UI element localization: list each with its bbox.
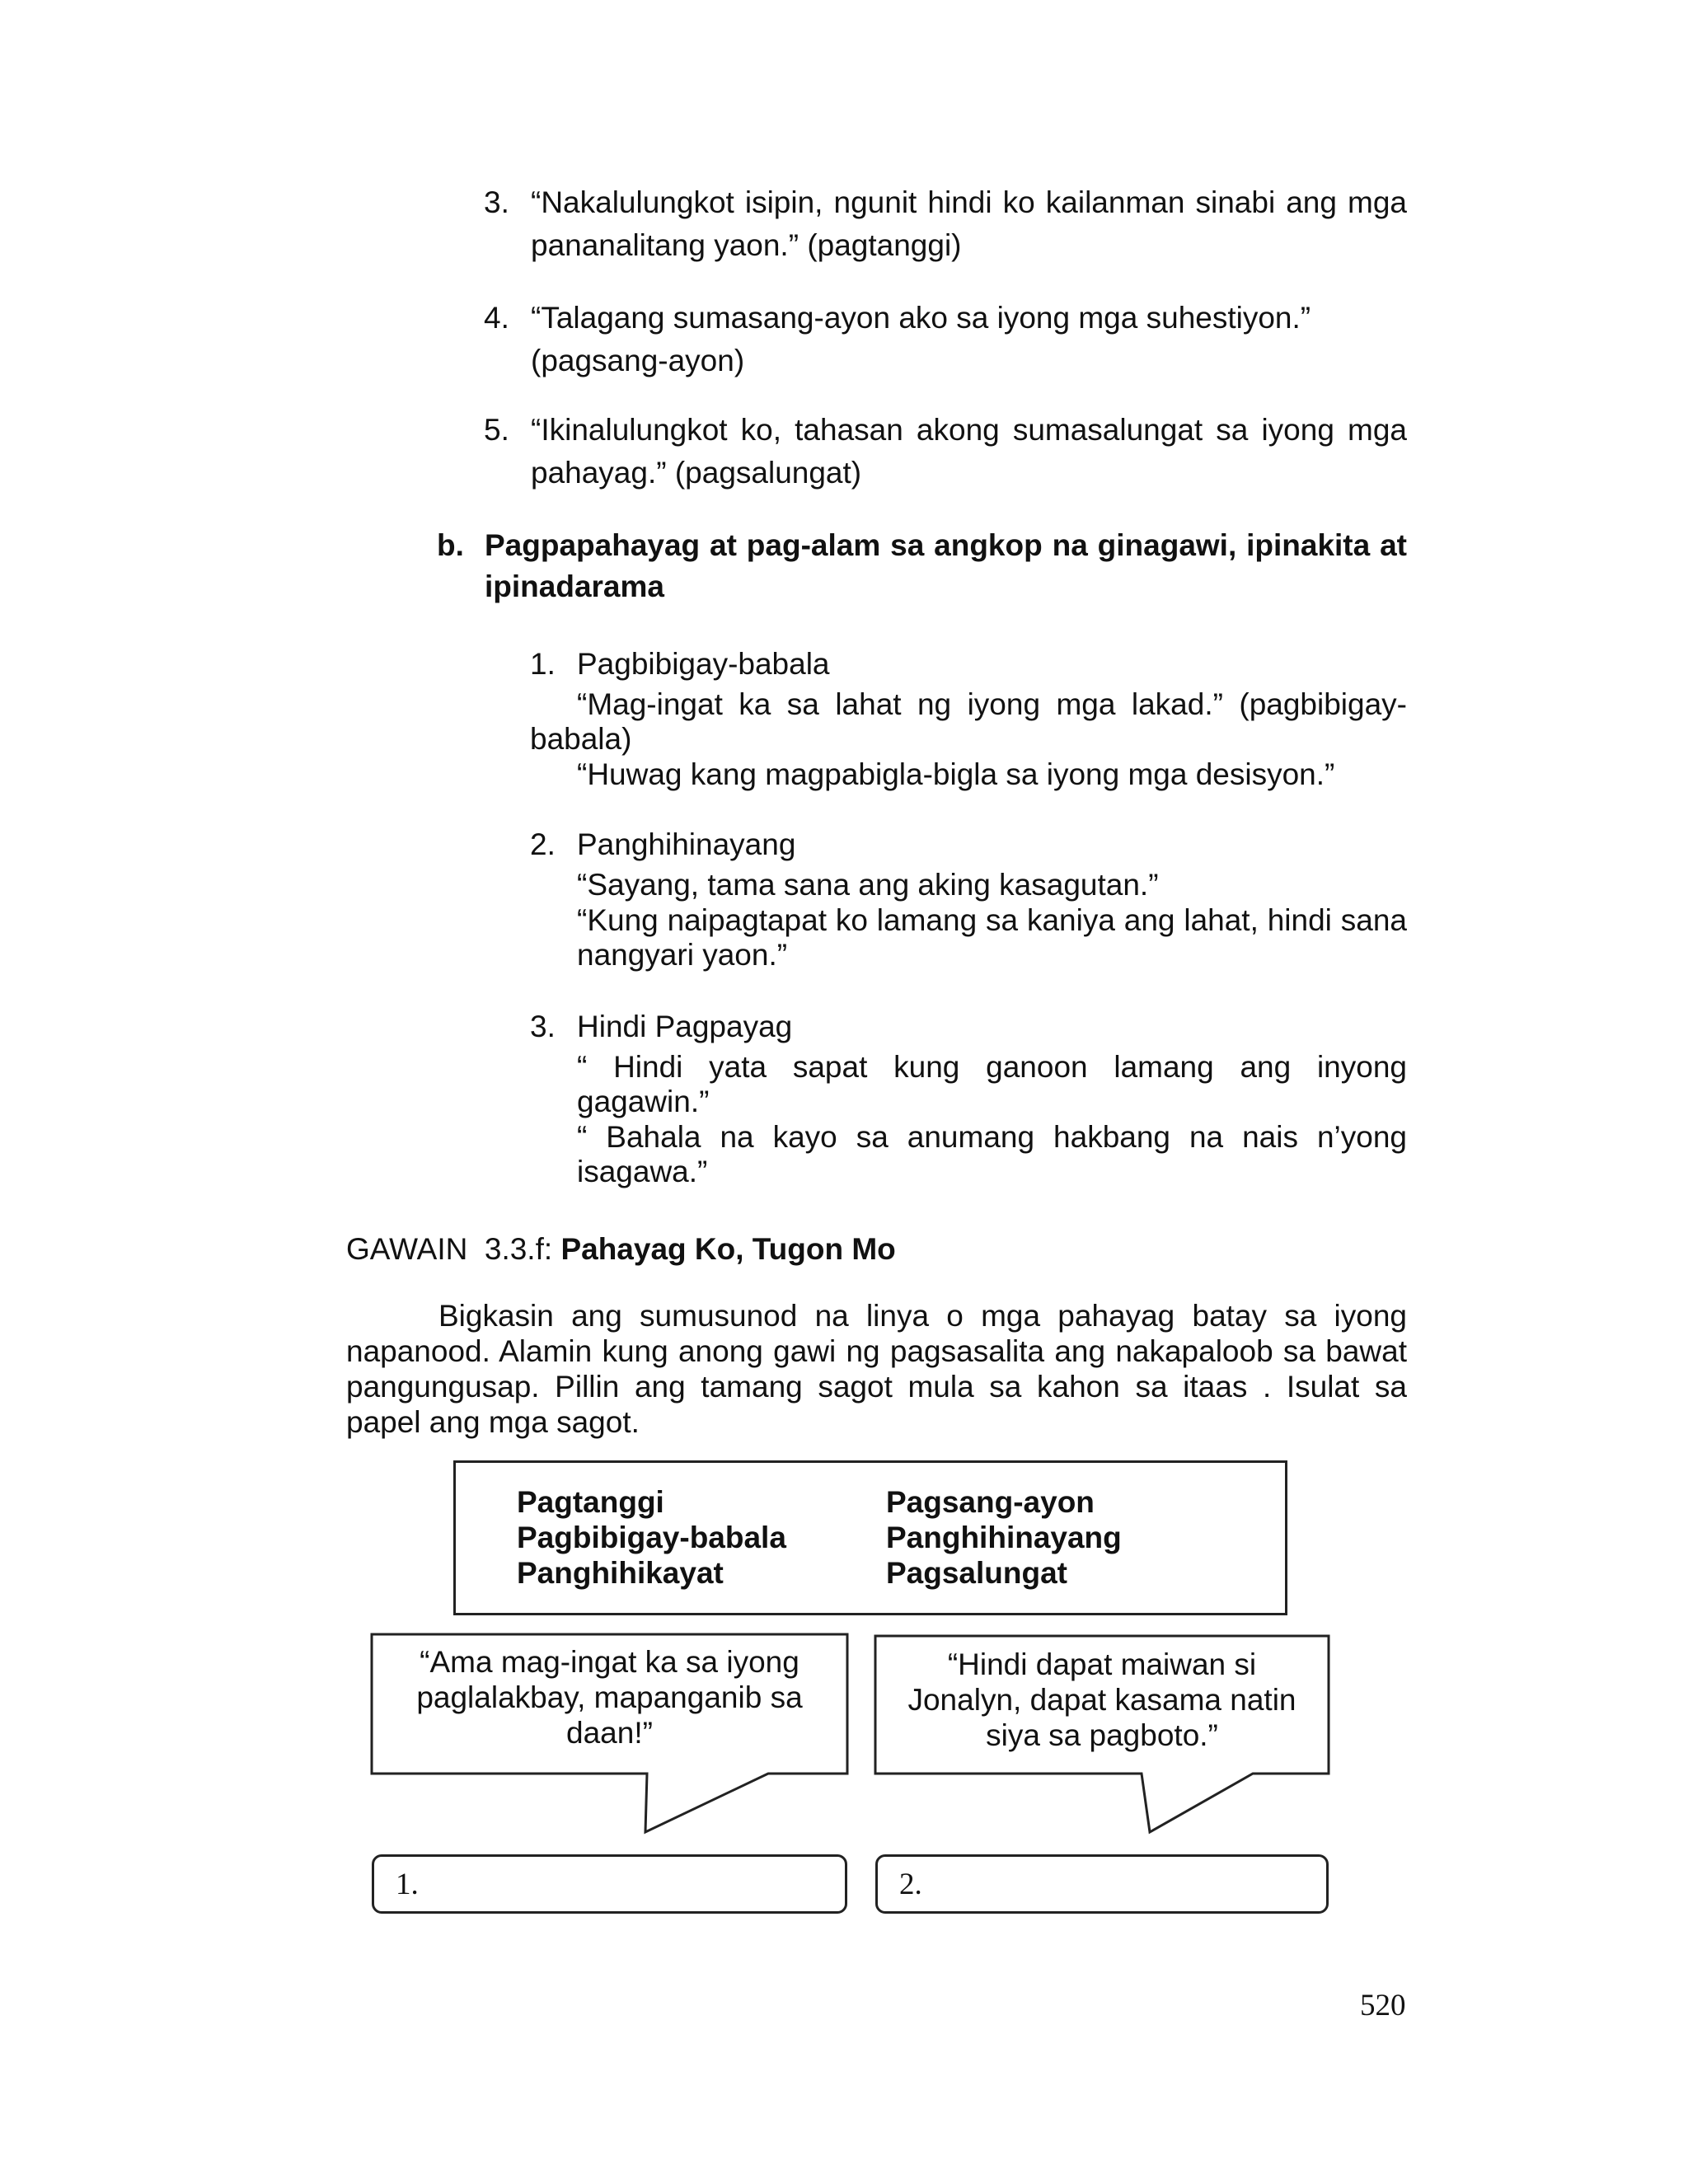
instruction-line: pangungusap. Pillin ang tamang sagot mula sa kahon sa itaas . Isulat sa [346,1370,1407,1404]
instruction-line: napanood. Alamin kung anong gawi ng pagsasalita ang nakapaloob sa bawat [346,1334,1407,1368]
answer-box-2[interactable] [875,1854,1329,1914]
item-text: “Kung naipagtapat ko lamang sa kaniya ang lahat, hindi sana [577,903,1407,937]
bubble-line: “Ama mag-ingat ka sa iyong [420,1645,799,1679]
item-text: pahayag.” (pagsalungat) [531,456,862,490]
bubble-line: “Hindi dapat maiwan si [947,1647,1257,1681]
item-text: “Nakalulungkot isipin, ngunit hindi ko kailanman sinabi ang mga [531,185,1407,219]
answer-label: 2. [899,1868,922,1901]
choice-option: Panghihikayat [517,1556,724,1590]
item-text: isagawa.” [577,1155,708,1188]
item-text: pananalitang yaon.” (pagtanggi) [531,228,962,262]
item-title: Hindi Pagpayag [577,1010,793,1043]
speech-bubble-1 [372,1644,847,1750]
section-title: Pagpapahayag at pag-alam sa angkop na ginagawi, ipinakita at [485,528,1407,562]
choice-option: Panghihinayang [886,1521,1122,1554]
page-number: 520 [1360,1989,1406,2022]
activity-title: Pahayag Ko, Tugon Mo [560,1232,896,1266]
item-number: 3. [530,1010,556,1043]
item-number: 3. [484,185,509,219]
item-title: Panghihinayang [577,827,796,861]
item-number: 4. [484,301,509,335]
bubble-line: siya sa pagboto.” [986,1718,1218,1752]
instruction-line: papel ang mga sagot. [346,1405,640,1439]
bubble-line: paglalakbay, mapanganib sa [416,1680,803,1714]
bubble-line: daan!” [566,1716,653,1750]
item-text: “Mag-ingat ka sa lahat ng iyong mga lakad.” (pagbibigay- [577,687,1407,721]
section-title: ipinadarama [485,569,664,603]
item-text: “Talagang sumasang-ayon ako sa iyong mga suhestiyon.” [531,301,1311,335]
answer-label: 1. [396,1868,419,1901]
item-text: “Huwag kang magpabigla-bigla sa iyong mga desisyon.” [577,757,1335,791]
item-number: 1. [530,647,556,681]
instruction-line: Bigkasin ang sumusunod na linya o mga pahayag batay sa iyong [438,1299,1407,1333]
item-text: babala) [530,722,632,756]
section-letter: b. [437,528,464,562]
choice-option: Pagtanggi [517,1485,664,1519]
item-text: gagawin.” [577,1085,710,1118]
item-number: 5. [484,413,509,447]
item-text: “ Hindi yata sapat kung ganoon lamang ang inyong [577,1050,1407,1084]
choice-option: Pagsang-ayon [886,1485,1095,1519]
item-text: (pagsang-ayon) [531,344,745,377]
choice-option: Pagbibigay-babala [517,1521,786,1554]
item-text: “Ikinalulungkot ko, tahasan akong sumasalungat sa iyong mga [531,413,1407,447]
answer-box-1[interactable] [372,1854,847,1914]
choice-option: Pagsalungat [886,1556,1067,1590]
item-number: 2. [530,827,556,861]
item-text: “ Bahala na kayo sa anumang hakbang na nais n’yong [577,1120,1407,1154]
activity-prefix: GAWAIN 3.3.f: [346,1232,561,1266]
item-text: “Sayang, tama sana ang aking kasagutan.” [577,868,1159,902]
speech-bubble-2 [875,1647,1329,1753]
item-title: Pagbibigay-babala [577,647,830,681]
item-text: nangyari yaon.” [577,938,788,972]
bubble-line: Jonalyn, dapat kasama natin [907,1683,1296,1717]
